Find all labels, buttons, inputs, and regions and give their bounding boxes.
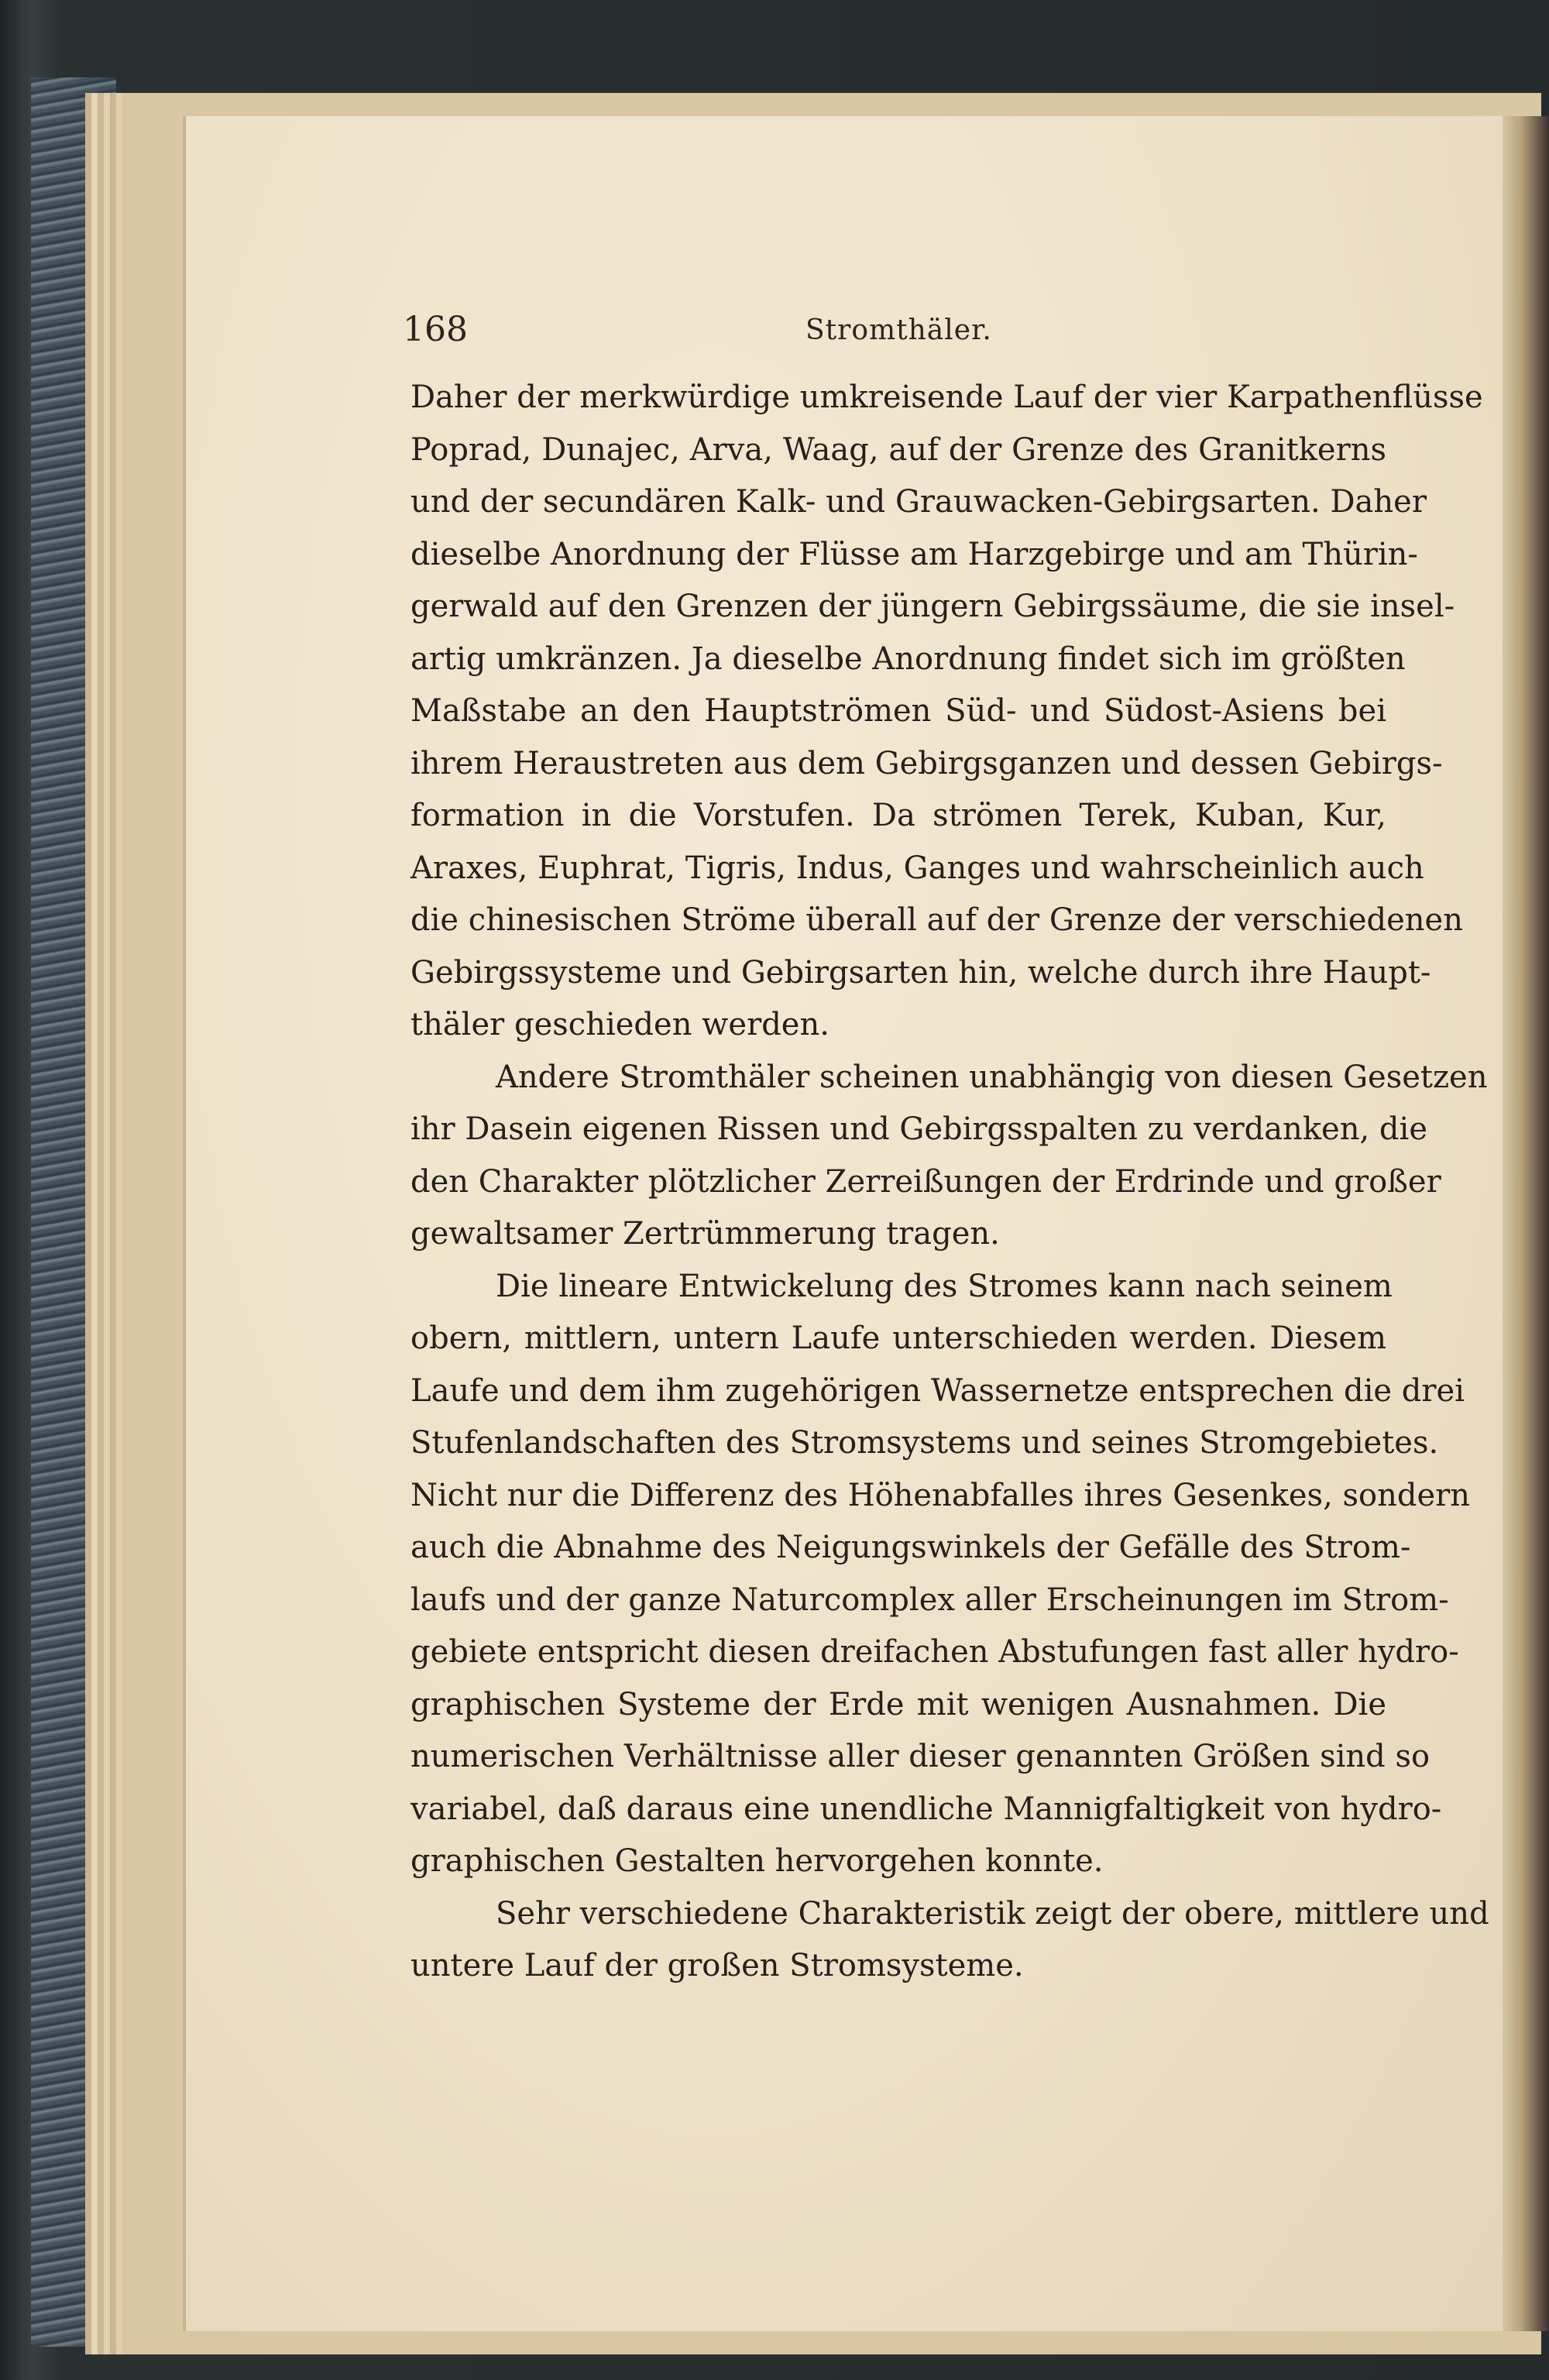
text-line: auch die Abnahme des Neigungswinkels der Gefälle des Strom- <box>410 1530 1411 1565</box>
text-line: Gebirgssysteme und Gebirgsarten hin, welche durch ihre Haupt- <box>410 954 1431 991</box>
text-line: und der secundären Kalk- und Grauwacken-Gebirgsarten. Daher <box>410 484 1427 520</box>
text-line: untere Lauf der großen Stromsysteme. <box>410 1948 1024 1983</box>
page-number: 168 <box>403 310 468 349</box>
text-line: Daher der merkwürdige umkreisende Lauf der vier Karpathenflüsse <box>410 379 1483 415</box>
running-title: Stromthäler. <box>805 314 992 346</box>
text-line: gebiete entspricht diesen dreifachen Abstufungen fast aller hydro- <box>410 1634 1459 1670</box>
text-line: graphischen Gestalten hervorgehen konnte. <box>410 1843 1104 1879</box>
text-line: ihrem Heraustreten aus dem Gebirgsganzen und dessen Gebirgs- <box>410 745 1443 781</box>
text-line: die chinesischen Ströme überall auf der Grenze der verschiedenen <box>410 902 1463 938</box>
text-line: graphischen Systeme der Erde mit wenigen Ausnahmen. Die <box>410 1686 1386 1722</box>
text-line: Laufe und dem ihm zugehörigen Wassernetze entsprechen die drei <box>410 1372 1465 1409</box>
text-line: obern, mittlern, untern Laufe unterschieden werden. Diesem <box>410 1321 1386 1356</box>
text-line: dieselbe Anordnung der Flüsse am Harzgebirge und am Thürin- <box>410 536 1418 572</box>
text-line: Andere Stromthäler scheinen unabhängig von diesen Gesetzen <box>496 1059 1488 1095</box>
text-line: ihr Dasein eigenen Rissen und Gebirgsspalten zu verdanken, die <box>410 1111 1427 1147</box>
text-line: Stufenlandschaften des Stromsystems und seines Stromgebietes. <box>410 1425 1439 1461</box>
text-line: formation in die Vorstufen. Da strömen Terek, Kuban, Kur, <box>410 798 1386 833</box>
text-line: artig umkränzen. Ja dieselbe Anordnung findet sich im größten <box>410 641 1406 677</box>
text-line: Araxes, Euphrat, Tigris, Indus, Ganges und wahrscheinlich auch <box>410 850 1424 886</box>
text-line: Maßstabe an den Hauptströmen Süd- und Südost-Asiens bei <box>410 693 1386 729</box>
text-line: variabel, daß daraus eine unendliche Mannigfaltigkeit von hydro- <box>410 1791 1442 1827</box>
text-line: numerischen Verhältnisse aller dieser genannten Größen sind so <box>410 1739 1431 1774</box>
text-line: gerwald auf den Grenzen der jüngern Gebirgssäume, die sie insel- <box>410 589 1455 624</box>
text-line: Sehr verschiedene Charakteristik zeigt der obere, mittlere und <box>496 1895 1489 1932</box>
body-text <box>410 372 1489 1993</box>
text-line: gewaltsamer Zertrümmerung tragen. <box>410 1216 1000 1252</box>
text-line: Poprad, Dunajec, Arva, Waag, auf der Grenze des Granitkerns <box>410 431 1386 468</box>
text-line: laufs und der ganze Naturcomplex aller Erscheinungen im Strom- <box>410 1582 1449 1618</box>
facing-page-edge <box>1503 116 1549 2331</box>
text-line: den Charakter plötzlicher Zerreißungen der Erdrinde und großer <box>410 1163 1441 1200</box>
text-line: Die lineare Entwickelung des Stromes kann nach seinem <box>496 1268 1393 1304</box>
text-line: thäler geschieden werden. <box>410 1007 829 1042</box>
running-head <box>403 310 1363 356</box>
text-line: Nicht nur die Differenz des Höhenabfalles ihres Gesenkes, sondern <box>410 1477 1471 1513</box>
